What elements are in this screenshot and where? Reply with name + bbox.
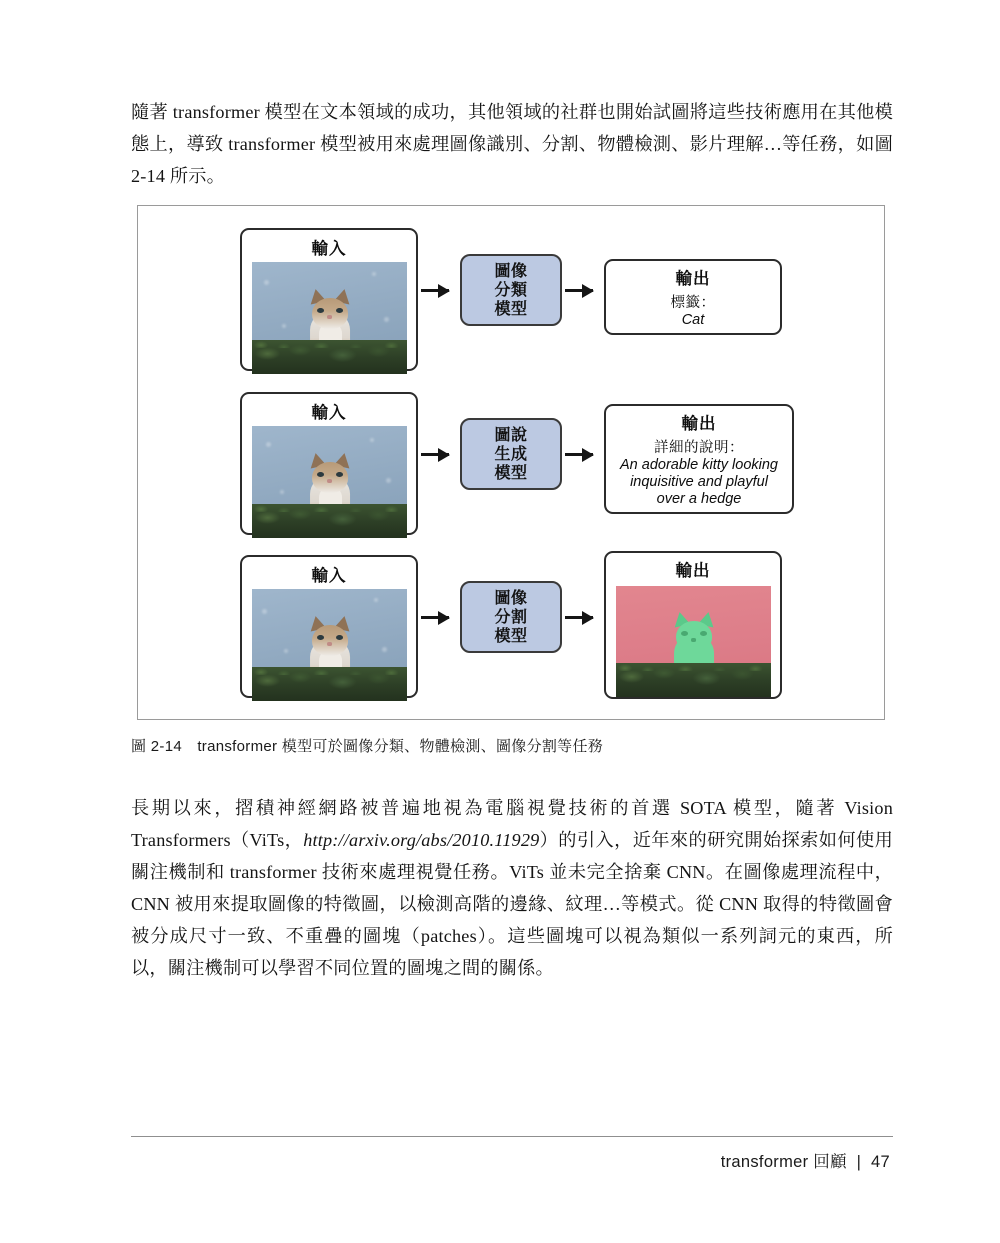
- arrow-model-to-output-row3: [565, 616, 593, 619]
- cat-eye-right: [700, 631, 707, 636]
- figure-row-classification: [138, 214, 884, 379]
- photo-bokeh: [386, 478, 391, 483]
- figure-caption-number: 圖 2-14: [131, 738, 182, 755]
- figure-row-captioning: [138, 378, 884, 543]
- output-panel-row1: [604, 259, 782, 335]
- output-title-row2: 輸出: [681, 415, 717, 433]
- cat-head: [312, 298, 348, 329]
- cat-eye-left: [317, 308, 324, 313]
- photo-bokeh: [374, 598, 378, 602]
- model-line: 模型: [494, 300, 528, 318]
- model-line: 圖說: [494, 426, 528, 444]
- cat-eye-left: [317, 635, 324, 640]
- model-line: 圖像: [494, 262, 528, 280]
- cat-photo-row1: [252, 262, 407, 374]
- arrow-model-to-output-row1: [565, 289, 593, 292]
- arrow-input-to-model-row3: [421, 616, 449, 619]
- arrow-input-to-model-row2: [421, 453, 449, 456]
- photo-bokeh: [370, 438, 374, 442]
- photo-grass: [252, 504, 407, 538]
- model-line: 模型: [494, 464, 528, 482]
- paragraph-vits-part2: ）的引入，近年來的研究開始探索如何使用關注機制和 transformer 技術來處理視覺任務。ViTs 並未完全捨棄 CNN。在圖像處理流程中，CNN 被用來提取圖像的特徵圖，以檢測高階的邊緣、紋理…等模式。從 CNN 取得的特徵圖會被分成尺寸一致、不重疊的圖塊（patches）。這些圖塊可以視為類似一系列詞元的東西，所以，關注機制可以學習不同位置的圖塊之間的關係。: [131, 830, 893, 978]
- model-line: 模型: [494, 627, 528, 645]
- figure-2-14: [137, 205, 885, 720]
- caption-gap: [182, 738, 197, 755]
- photo-bokeh: [266, 442, 271, 447]
- photo-bokeh: [284, 649, 288, 653]
- photo-bokeh: [282, 324, 286, 328]
- output-title-row3: 輸出: [675, 562, 711, 580]
- cat-nose: [327, 642, 332, 646]
- input-label-row2: 輸入: [311, 404, 347, 422]
- cat-head: [312, 625, 348, 656]
- model-line: 分割: [494, 608, 528, 626]
- cat-eye-left: [681, 631, 688, 636]
- cat-nose: [327, 315, 332, 319]
- model-box-classification: [460, 254, 562, 326]
- output-panel-row2: [604, 404, 794, 514]
- output-caption-line: An adorable kitty looking: [620, 457, 778, 473]
- arrow-input-to-model-row1: [421, 289, 449, 292]
- cat-head: [312, 462, 348, 493]
- cat-photo-row2: [252, 426, 407, 538]
- paragraph-intro: 隨著 transformer 模型在文本領域的成功，其他領域的社群也開始試圖將這些技術應用在其他模態上，導致 transformer 模型被用來處理圖像識別、分割、物體檢測、影片理解…等任務，如圖 2-14 所示。: [131, 102, 893, 186]
- photo-bokeh: [384, 317, 389, 322]
- model-line: 分類: [494, 281, 528, 299]
- input-label-row1: 輸入: [311, 240, 347, 258]
- photo-bokeh: [372, 272, 376, 276]
- cat-eye-left: [317, 472, 324, 477]
- input-label-row3: 輸入: [311, 567, 347, 585]
- model-line: 生成: [494, 445, 528, 463]
- input-panel-row2: [240, 392, 418, 535]
- cat-nose: [691, 638, 696, 642]
- figure-caption-text: transformer 模型可於圖像分類、物體檢測、圖像分割等任務: [197, 738, 604, 755]
- photo-grass: [616, 663, 771, 697]
- footer-divider: [131, 1136, 893, 1137]
- input-panel-row1: [240, 228, 418, 371]
- page-number: 47: [871, 1153, 890, 1171]
- footer-chapter-label: transformer 回顧: [720, 1153, 847, 1171]
- arxiv-url: http://arxiv.org/abs/2010.11929: [303, 830, 540, 850]
- output-value-row1: Cat: [681, 312, 705, 328]
- footer-separator-bar: |: [856, 1153, 862, 1171]
- arrow-model-to-output-row2: [565, 453, 593, 456]
- cat-eye-right: [336, 635, 343, 640]
- photo-bokeh: [264, 280, 269, 285]
- output-subtitle-row2: 詳細的說明：: [654, 440, 744, 456]
- page-footer: [721, 1148, 890, 1172]
- cat-photo-row3: [252, 589, 407, 701]
- cat-eye-right: [336, 308, 343, 313]
- footer-separator: [847, 1153, 857, 1171]
- photo-bokeh: [382, 647, 387, 652]
- output-panel-row3: [604, 551, 782, 699]
- model-box-captioning: [460, 418, 562, 490]
- input-panel-row3: [240, 555, 418, 698]
- photo-bokeh: [280, 490, 284, 494]
- figure-caption: [131, 735, 603, 756]
- cat-nose: [327, 479, 332, 483]
- paragraph-vits-part1: 長期以來，摺積神經網路被普遍地視為電腦視覺技術的首選 SOTA 模型，隨著 Vision Transformers（ViTs，: [131, 798, 893, 850]
- output-title-row1: 輸出: [675, 270, 711, 288]
- paragraph-vits: [131, 792, 893, 984]
- model-line: 圖像: [494, 589, 528, 607]
- output-caption-line: inquisitive and playful: [630, 474, 768, 490]
- photo-grass: [252, 667, 407, 701]
- figure-row-segmentation: [138, 541, 884, 706]
- footer-space: [861, 1153, 871, 1171]
- photo-bokeh: [262, 609, 267, 614]
- cat-head: [676, 621, 712, 652]
- output-caption-line: over a hedge: [656, 491, 742, 507]
- model-box-segmentation: [460, 581, 562, 653]
- photo-grass: [252, 340, 407, 374]
- segmented-cat-photo: [616, 586, 771, 697]
- cat-eye-right: [336, 472, 343, 477]
- output-subtitle-row1: 標籤：: [670, 295, 716, 311]
